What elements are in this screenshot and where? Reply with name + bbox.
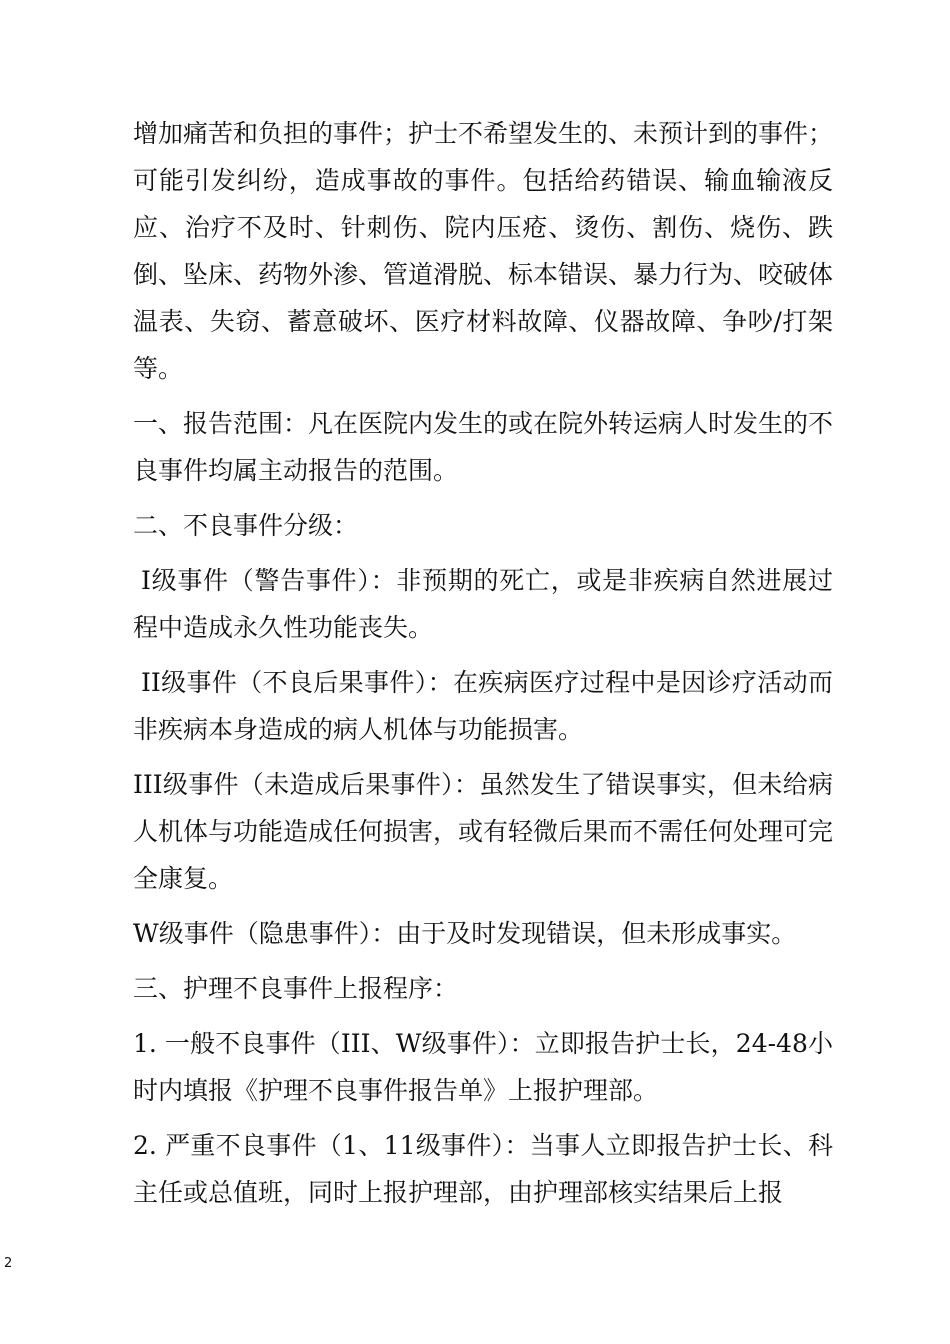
paragraph-adverse-event-definition: 增加痛苦和负担的事件；护士不希望发生的、未预计到的事件；可能引发纠纷，造成事故的事件。包括给药错误、输血输液反应、治疗不及时、针刺伤、院内压疮、烫伤、割伤、烧伤、跌倒、坠床、药物外渗、管道滑脱、标本错误、暴力行为、咬破体温表、失窃、蓄意破坏、医疗材料故障、仪器故障、争吵/打架等。: [133, 119, 834, 383]
paragraph-grade-3: III级事件（未造成后果事件）：虽然发生了错误事实，但未给病人机体与功能造成任何损害，或有轻微后果而不需任何处理可完全康复。: [133, 770, 834, 893]
heading-reporting-procedure: 三、护理不良事件上报程序：: [133, 974, 459, 1003]
paragraph-procedure-serious: 2. 严重不良事件（1、11级事件）：当事人立即报告护士长、科主任或总值班，同时上报护理部，由护理部核实结果后上报: [133, 1131, 833, 1207]
document-body: [133, 110, 833, 1224]
paragraph-grade-2: II级事件（不良后果事件）：在疾病医疗过程中是因诊疗活动而非疾病本身造成的病人机体与功能损害。: [133, 668, 833, 744]
paragraph-procedure-general: 1. 一般不良事件（III、W级事件）：立即报告护士长，24-48小时内填报《护理不良事件报告单》上报护理部。: [133, 1029, 833, 1105]
paragraph-grade-4: W级事件（隐患事件）：由于及时发现错误，但未形成事实。: [133, 919, 797, 948]
paragraph-grade-1: I级事件（警告事件）：非预期的死亡，或是非疾病自然进展过程中造成永久性功能丧失。: [133, 566, 833, 642]
page-number: 2: [4, 1256, 13, 1271]
heading-event-grading: 二、不良事件分级：: [133, 511, 359, 540]
paragraph-report-scope: 一、报告范围：凡在医院内发生的或在院外转运病人时发生的不良事件均属主动报告的范围。: [133, 409, 834, 485]
